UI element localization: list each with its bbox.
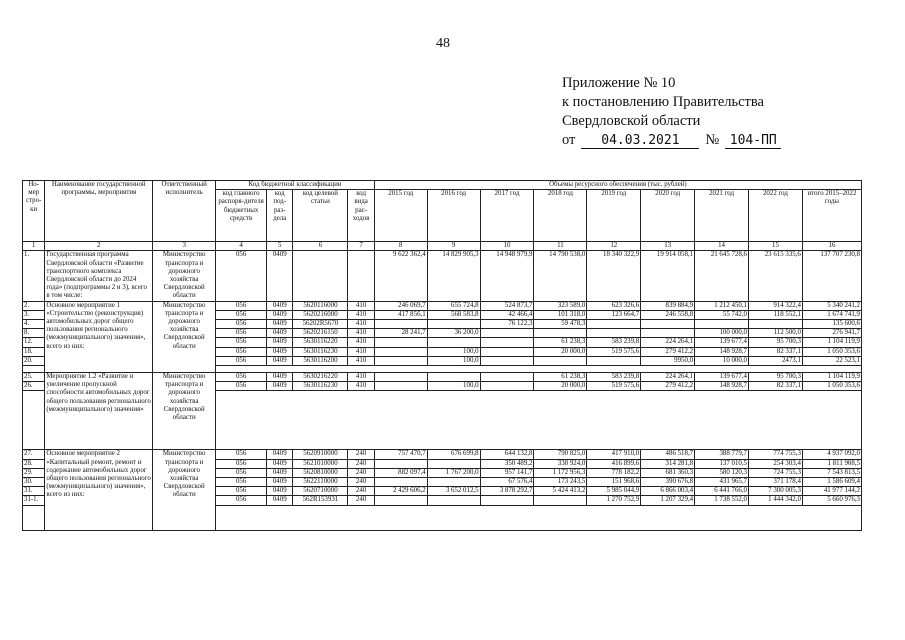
value-total: 7 543 813,5 — [802, 468, 861, 477]
kbk-sec: 0409 — [267, 487, 293, 496]
measure-name: Основное мероприятие 1 «Строительство (реконструкция) автомобильных дорог общего пользования регионального (межмуниципального) значения», всего из них: — [45, 301, 153, 372]
header-year: 2022 год — [749, 190, 803, 242]
value-2017 — [480, 338, 534, 347]
value-total: 5 660 976,3 — [802, 496, 861, 505]
kbk-main: 056 — [216, 487, 267, 496]
value-2015 — [374, 338, 427, 347]
kbk-sec: 0409 — [267, 347, 293, 356]
value-2021: 1 738 552,0 — [695, 496, 749, 505]
col-number: 8 — [374, 242, 427, 251]
value-total: 1 811 908,5 — [802, 459, 861, 468]
value-2019: 778 182,2 — [587, 468, 641, 477]
col-number: 16 — [802, 242, 861, 251]
appendix-header — [562, 74, 781, 150]
value-2015: 28 241,7 — [374, 329, 427, 338]
value-2015: 757 470,7 — [374, 450, 427, 459]
col-number: 10 — [480, 242, 534, 251]
kbk-sec: 0409 — [267, 496, 293, 505]
value-2015: 417 856,1 — [374, 310, 427, 319]
value-2019: 583 239,8 — [587, 338, 641, 347]
kbk-sec: 0409 — [267, 478, 293, 487]
kbk-sec: 0409 — [267, 356, 293, 365]
kbk-type: 240 — [348, 496, 374, 505]
row-number: 27. — [23, 450, 45, 459]
value-2018: 61 238,3 — [534, 338, 587, 347]
header-kbk-main: код главного распоря-дителя бюджетных средств — [216, 190, 267, 242]
value-2017 — [480, 382, 534, 391]
table-row — [23, 450, 862, 459]
col-number: 6 — [293, 242, 348, 251]
value-2017 — [480, 347, 534, 356]
header-year: 2016 год — [427, 190, 480, 242]
kbk-sec: 0409 — [267, 382, 293, 391]
value-2020: 314 281,8 — [641, 459, 695, 468]
value-2018: 101 318,0 — [534, 310, 587, 319]
kbk-type: 410 — [348, 382, 374, 391]
kbk-type: 410 — [348, 301, 374, 310]
value-2017: 67 576,4 — [480, 478, 534, 487]
kbk-type: 240 — [348, 478, 374, 487]
kbk-main: 056 — [216, 347, 267, 356]
value-2022: 95 700,3 — [749, 373, 803, 382]
page-number: 48 — [436, 36, 450, 51]
kbk-main: 056 — [216, 251, 267, 301]
kbk-type: 410 — [348, 373, 374, 382]
kbk-type: 410 — [348, 320, 374, 329]
value-2016: 36 200,0 — [427, 329, 480, 338]
kbk-main: 056 — [216, 496, 267, 505]
value-2017: 3 878 292,7 — [480, 487, 534, 496]
value-2020: 279 412,2 — [641, 382, 695, 391]
header-name: Наименование государственной программы, мероприятия — [45, 181, 153, 242]
value-2021 — [695, 320, 749, 329]
value-2015 — [374, 347, 427, 356]
value-2016: 100,0 — [427, 356, 480, 365]
value-2022: 82 337,1 — [749, 382, 803, 391]
value-2017 — [480, 373, 534, 382]
kbk-main: 056 — [216, 468, 267, 477]
col-number: 2 — [45, 242, 153, 251]
value-2015 — [374, 496, 427, 505]
value-2021: 21 645 728,6 — [695, 251, 749, 301]
value-2018 — [534, 496, 587, 505]
header-kbk-type: код вида рас-ходов — [348, 190, 374, 242]
value-2022 — [749, 320, 803, 329]
value-total: 1 586 609,4 — [802, 478, 861, 487]
kbk-main: 056 — [216, 329, 267, 338]
col-number: 12 — [587, 242, 641, 251]
kbk-main: 056 — [216, 320, 267, 329]
col-number: 14 — [695, 242, 749, 251]
value-2018: 20 000,0 — [534, 347, 587, 356]
value-2017 — [480, 329, 534, 338]
value-2016 — [427, 496, 480, 505]
kbk-main: 056 — [216, 338, 267, 347]
value-2021: 137 010,5 — [695, 459, 749, 468]
kbk-target: 5620116000 — [293, 301, 348, 310]
kbk-target: 5621010000 — [293, 459, 348, 468]
value-2015 — [374, 373, 427, 382]
value-2015 — [374, 356, 427, 365]
kbk-type: 240 — [348, 468, 374, 477]
table-row — [23, 301, 862, 310]
value-2021: 55 742,0 — [695, 310, 749, 319]
kbk-main: 056 — [216, 478, 267, 487]
kbk-target: 56202R5670 — [293, 320, 348, 329]
value-2016: 100,0 — [427, 347, 480, 356]
kbk-type: 410 — [348, 347, 374, 356]
value-2017: 76 122,3 — [480, 320, 534, 329]
number-label: № — [705, 132, 720, 148]
kbk-main: 056 — [216, 459, 267, 468]
value-2021: 431 965,7 — [695, 478, 749, 487]
value-2016 — [427, 478, 480, 487]
value-2022: 254 303,4 — [749, 459, 803, 468]
appendix-line-2: к постановлению Правительства — [562, 94, 764, 110]
value-2021: 148 928,7 — [695, 347, 749, 356]
funding-table — [22, 180, 862, 531]
kbk-main: 056 — [216, 382, 267, 391]
kbk-main: 056 — [216, 356, 267, 365]
col-number: 1 — [23, 242, 45, 251]
value-2018: 14 790 538,0 — [534, 251, 587, 301]
value-2022: 82 337,1 — [749, 347, 803, 356]
header-year: 2020 год — [641, 190, 695, 242]
value-2021: 580 120,3 — [695, 468, 749, 477]
kbk-type: 240 — [348, 487, 374, 496]
kbk-target: 5630116230 — [293, 347, 348, 356]
value-2015: 246 069,7 — [374, 301, 427, 310]
row-number: 28. — [23, 459, 45, 468]
row-number: 26. — [23, 382, 45, 391]
value-2020: 1 207 329,4 — [641, 496, 695, 505]
value-2022: 112 500,0 — [749, 329, 803, 338]
value-2019 — [587, 329, 641, 338]
value-2019 — [587, 356, 641, 365]
col-number: 7 — [348, 242, 374, 251]
kbk-sec: 0409 — [267, 459, 293, 468]
kbk-target: 5620710000 — [293, 487, 348, 496]
value-total: 137 707 230,8 — [802, 251, 861, 301]
value-2022: 2473,1 — [749, 356, 803, 365]
row-number: 4. — [23, 320, 45, 329]
kbk-target: 562R153931 — [293, 496, 348, 505]
kbk-sec: 0409 — [267, 329, 293, 338]
value-2018: 59 478,3 — [534, 320, 587, 329]
value-2019: 5 985 044,9 — [587, 487, 641, 496]
value-2020: 279 412,2 — [641, 347, 695, 356]
value-2016 — [427, 373, 480, 382]
value-total: 5 340 241,2 — [802, 301, 861, 310]
kbk-sec: 0409 — [267, 320, 293, 329]
header-year: 2018 год — [534, 190, 587, 242]
value-2019: 1 270 752,9 — [587, 496, 641, 505]
header-year: 2017 год — [480, 190, 534, 242]
value-2018: 5 424 413,2 — [534, 487, 587, 496]
value-2017: 957 141,7 — [480, 468, 534, 477]
value-total: 1 050 353,6 — [802, 382, 861, 391]
col-number: 3 — [153, 242, 216, 251]
measure-name: Основное мероприятие 2 «Капитальный ремонт, ремонт и содержание автомобильных дорог общего пользования регионального (межмуниципального) значения», всего из них: — [45, 450, 153, 530]
value-2019: 416 899,6 — [587, 459, 641, 468]
header-kbk-sec: код под-раз-дела — [267, 190, 293, 242]
value-2020: 839 884,9 — [641, 301, 695, 310]
row-number: 2. — [23, 301, 45, 310]
value-2016: 676 699,8 — [427, 450, 480, 459]
col-number: 9 — [427, 242, 480, 251]
value-total: 4 937 092,0 — [802, 450, 861, 459]
value-2020: 681 360,3 — [641, 468, 695, 477]
appendix-line-1: Приложение № 10 — [562, 75, 676, 91]
value-2016: 655 724,8 — [427, 301, 480, 310]
value-2021: 388 779,7 — [695, 450, 749, 459]
appendix-line-3: Свердловской области — [562, 113, 701, 129]
row-number: 18. — [23, 347, 45, 356]
value-2018 — [534, 356, 587, 365]
kbk-sec: 0409 — [267, 468, 293, 477]
value-2018: 173 243,5 — [534, 478, 587, 487]
kbk-type: 410 — [348, 338, 374, 347]
col-number: 11 — [534, 242, 587, 251]
header-kbk: Код бюджетной классификации — [216, 181, 375, 190]
value-2022: 371 178,4 — [749, 478, 803, 487]
value-2017: 14 948 979,9 — [480, 251, 534, 301]
row-number: 30. — [23, 478, 45, 487]
executor: Министерство транспорта и дорожного хозяйства Свердловской области — [153, 450, 216, 530]
value-2016 — [427, 459, 480, 468]
value-2017 — [480, 496, 534, 505]
header-total: итого 2015–2022 годы — [802, 190, 861, 242]
from-label: от — [562, 132, 576, 148]
value-2016 — [427, 338, 480, 347]
executor: Министерство транспорта и дорожного хозяйства Свердловской области — [153, 301, 216, 372]
value-2021: 10 000,0 — [695, 356, 749, 365]
value-2018 — [534, 329, 587, 338]
kbk-type — [348, 251, 374, 301]
value-2019: 519 575,6 — [587, 347, 641, 356]
row-number: 31. — [23, 487, 45, 496]
header-year: 2019 год — [587, 190, 641, 242]
kbk-target: 5620910000 — [293, 450, 348, 459]
kbk-main: 056 — [216, 301, 267, 310]
value-total: 1 674 741,9 — [802, 310, 861, 319]
kbk-target: 5630116220 — [293, 338, 348, 347]
value-2018: 61 238,3 — [534, 373, 587, 382]
value-2022: 7 300 005,3 — [749, 487, 803, 496]
value-2021: 1 212 450,1 — [695, 301, 749, 310]
value-2015 — [374, 320, 427, 329]
value-2020: 246 558,8 — [641, 310, 695, 319]
kbk-sec: 0409 — [267, 450, 293, 459]
kbk-sec: 0409 — [267, 338, 293, 347]
value-total: 276 941,7 — [802, 329, 861, 338]
kbk-sec: 0409 — [267, 373, 293, 382]
value-2016: 568 583,8 — [427, 310, 480, 319]
value-2019: 583 239,8 — [587, 373, 641, 382]
value-2015: 9 622 362,4 — [374, 251, 427, 301]
value-2020: 9950,0 — [641, 356, 695, 365]
value-2020: 6 866 003,4 — [641, 487, 695, 496]
row-number: 29. — [23, 468, 45, 477]
kbk-main: 056 — [216, 310, 267, 319]
kbk-target: 5620216150 — [293, 329, 348, 338]
row-number: 12. — [23, 338, 45, 347]
row-number: 8. — [23, 329, 45, 338]
kbk-target: 5620216000 — [293, 310, 348, 319]
value-total: 135 600,6 — [802, 320, 861, 329]
kbk-target: 5620810000 — [293, 468, 348, 477]
value-2015 — [374, 478, 427, 487]
value-2016: 3 652 012,5 — [427, 487, 480, 496]
value-2018: 20 000,0 — [534, 382, 587, 391]
value-2021: 100 000,0 — [695, 329, 749, 338]
value-total: 1 050 353,6 — [802, 347, 861, 356]
value-2019: 623 326,6 — [587, 301, 641, 310]
kbk-type: 410 — [348, 310, 374, 319]
kbk-type: 410 — [348, 329, 374, 338]
kbk-sec: 0409 — [267, 301, 293, 310]
value-2015: 2 429 606,2 — [374, 487, 427, 496]
column-number-row — [23, 242, 862, 251]
kbk-type: 410 — [348, 356, 374, 365]
header-year: 2015 год — [374, 190, 427, 242]
kbk-sec: 0409 — [267, 251, 293, 301]
value-2022: 118 552,1 — [749, 310, 803, 319]
header-num: Но-мер стро-ки — [23, 181, 45, 242]
header-year: 2021 год — [695, 190, 749, 242]
value-2016: 100,0 — [427, 382, 480, 391]
value-2020: 224 264,1 — [641, 338, 695, 347]
value-2019 — [587, 320, 641, 329]
resolution-line — [562, 131, 781, 150]
kbk-main: 056 — [216, 373, 267, 382]
kbk-type: 240 — [348, 450, 374, 459]
value-2022: 914 322,4 — [749, 301, 803, 310]
header-funding: Объемы ресурсного обеспечения (тыс. рублей) — [374, 181, 861, 190]
value-2022: 23 615 335,6 — [749, 251, 803, 301]
value-total: 1 104 119,9 — [802, 373, 861, 382]
kbk-target: 5630116230 — [293, 382, 348, 391]
value-2020 — [641, 320, 695, 329]
kbk-target: 5622110000 — [293, 478, 348, 487]
header-exec: Ответственный исполнитель — [153, 181, 216, 242]
value-2019: 519 575,6 — [587, 382, 641, 391]
table-row — [23, 373, 862, 382]
value-2020: 19 914 058,1 — [641, 251, 695, 301]
value-2019: 151 968,6 — [587, 478, 641, 487]
value-2021: 6 441 766,0 — [695, 487, 749, 496]
value-2017 — [480, 356, 534, 365]
resolution-number: 104-ПП — [725, 133, 781, 149]
col-number: 5 — [267, 242, 293, 251]
value-2017: 350 489,2 — [480, 459, 534, 468]
value-2019: 417 910,0 — [587, 450, 641, 459]
value-2022: 95 700,3 — [749, 338, 803, 347]
value-2022: 1 444 342,0 — [749, 496, 803, 505]
value-2022: 774 755,3 — [749, 450, 803, 459]
program-name: Государственная программа Свердловской области «Развитие транспортного комплекса Свердловской области до 2024 года» (подпрограммы 2 и 3), всего в том числе: — [45, 251, 153, 301]
row-number: 3. — [23, 310, 45, 319]
value-2016: 14 829 905,3 — [427, 251, 480, 301]
value-2017: 42 466,4 — [480, 310, 534, 319]
value-total: 41 977 144,2 — [802, 487, 861, 496]
header-kbk-target: код целевой статьи — [293, 190, 348, 242]
row-number: 1. — [23, 251, 45, 301]
value-2015 — [374, 459, 427, 468]
row-number: 25. — [23, 373, 45, 382]
resolution-date: 04.03.2021 — [581, 133, 699, 149]
value-2016: 1 767 200,0 — [427, 468, 480, 477]
row-number: 20. — [23, 356, 45, 365]
kbk-target — [293, 251, 348, 301]
kbk-target: 5630116200 — [293, 356, 348, 365]
kbk-type: 240 — [348, 459, 374, 468]
value-total: 22 523,1 — [802, 356, 861, 365]
value-2018: 1 172 956,3 — [534, 468, 587, 477]
col-number: 13 — [641, 242, 695, 251]
value-2015: 882 097,4 — [374, 468, 427, 477]
value-2020: 224 264,1 — [641, 373, 695, 382]
value-2017: 524 873,7 — [480, 301, 534, 310]
value-2021: 139 677,4 — [695, 338, 749, 347]
value-2017: 644 132,8 — [480, 450, 534, 459]
col-number: 4 — [216, 242, 267, 251]
value-2018: 323 589,0 — [534, 301, 587, 310]
value-total: 1 104 119,9 — [802, 338, 861, 347]
value-2021: 139 677,4 — [695, 373, 749, 382]
value-2020: 486 518,7 — [641, 450, 695, 459]
executor: Министерство транспорта и дорожного хозяйства Свердловской области — [153, 373, 216, 450]
value-2018: 790 825,0 — [534, 450, 587, 459]
value-2019: 123 664,7 — [587, 310, 641, 319]
row-number: 31-1. — [23, 496, 45, 505]
value-2020: 390 676,8 — [641, 478, 695, 487]
value-2016 — [427, 320, 480, 329]
executor: Министерство транспорта и дорожного хозяйства Свердловской области — [153, 251, 216, 301]
measure-name: Мероприятие 1.2 «Развитие и увеличение пропускной способности автомобильных дорог общего пользования регионального (межмуниципального) значения» — [45, 373, 153, 450]
value-2015 — [374, 382, 427, 391]
kbk-sec: 0409 — [267, 310, 293, 319]
table-row — [23, 251, 862, 301]
value-2022: 724 755,3 — [749, 468, 803, 477]
value-2020 — [641, 329, 695, 338]
value-2019: 18 340 322,9 — [587, 251, 641, 301]
col-number: 15 — [749, 242, 803, 251]
value-2018: 338 924,0 — [534, 459, 587, 468]
kbk-main: 056 — [216, 450, 267, 459]
value-2021: 148 928,7 — [695, 382, 749, 391]
kbk-target: 5630216220 — [293, 373, 348, 382]
